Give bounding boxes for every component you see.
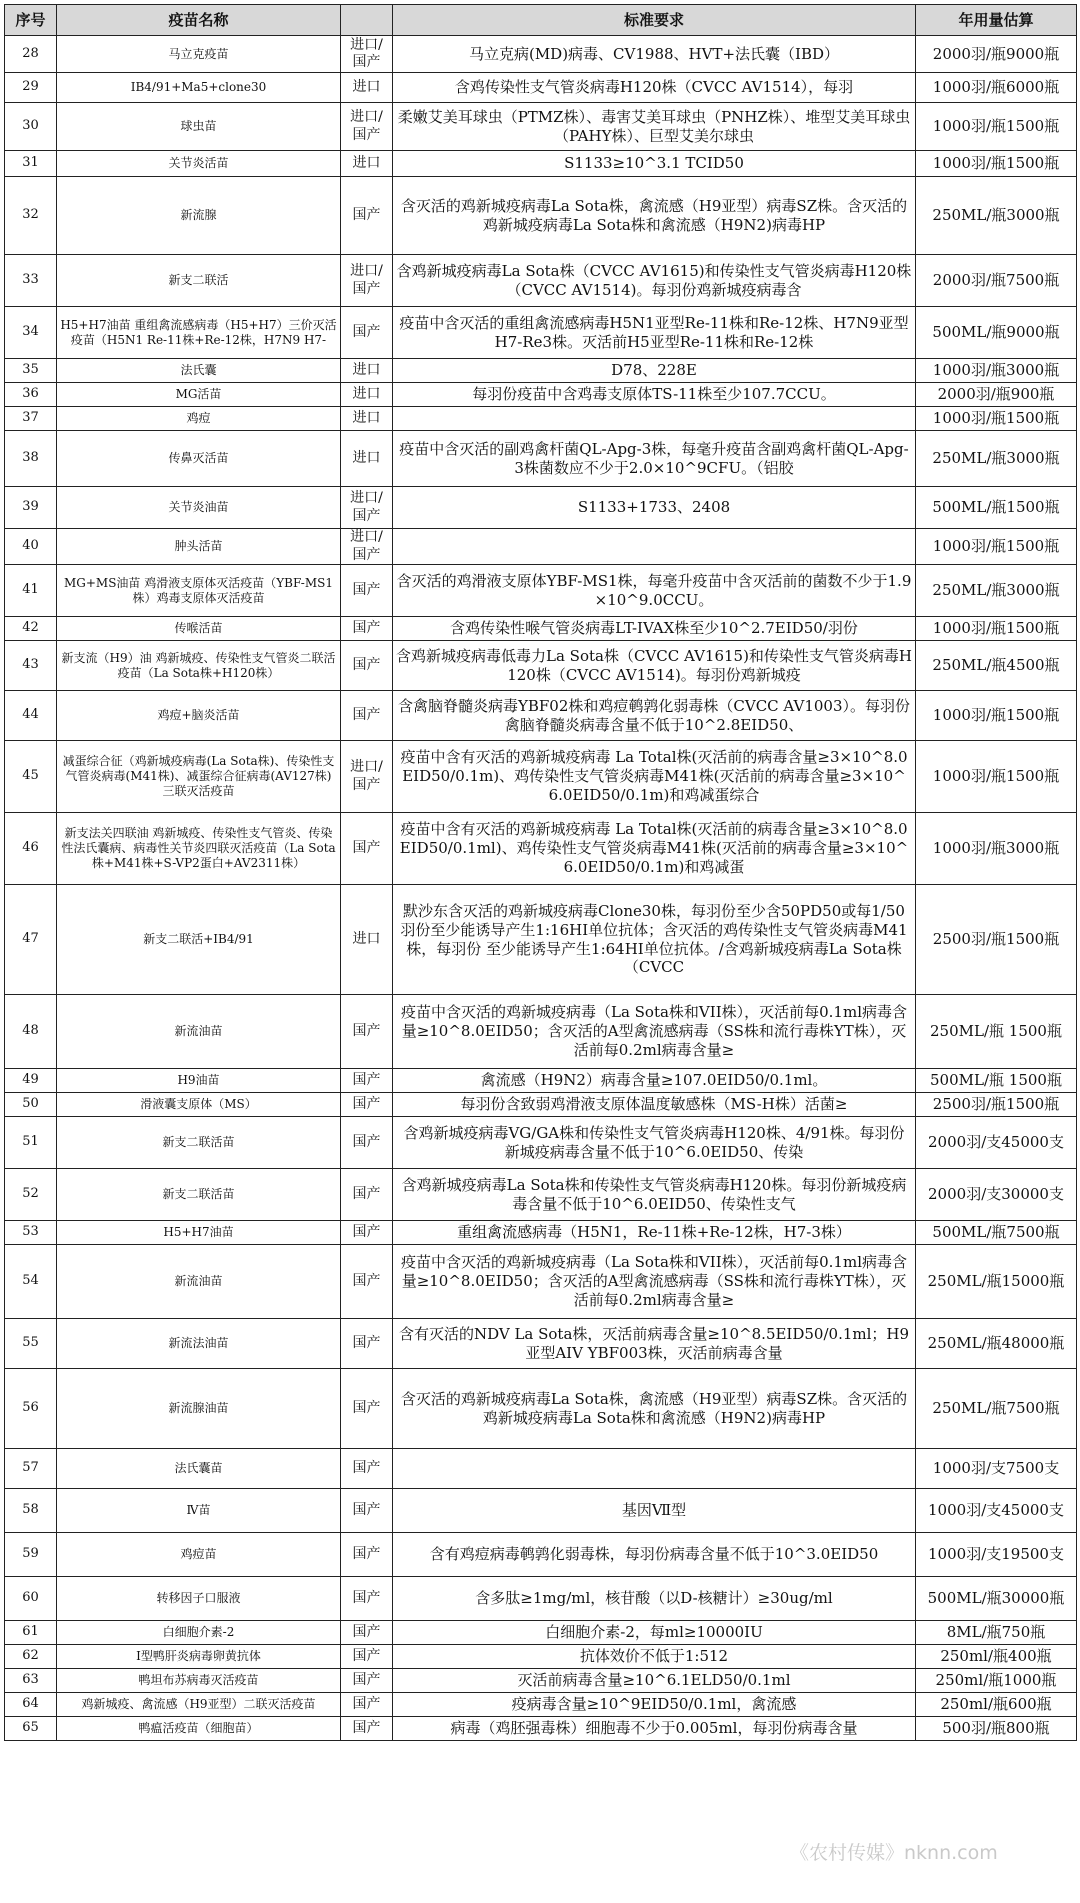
- table-row: [5, 487, 1077, 529]
- row-vaccine-name: Ⅳ苗: [57, 1489, 341, 1533]
- row-vaccine-name: 新支二联活苗: [57, 1169, 341, 1221]
- row-origin: 进口: [341, 431, 393, 487]
- row-origin: 国产: [341, 1645, 393, 1669]
- row-origin: 国产: [341, 177, 393, 255]
- row-spec: S1133≥10^3.1 TCID50: [393, 151, 916, 177]
- row-usage: 1000羽/瓶1500瓶: [916, 151, 1077, 177]
- row-origin: 国产: [341, 995, 393, 1069]
- row-spec: [393, 529, 916, 565]
- header-usage: 年用量估算: [916, 5, 1077, 36]
- row-no: 40: [5, 529, 57, 565]
- row-spec: 疫苗中含灭活的鸡新城疫病毒（La Sota株和VII株），灭活前每0.1ml病毒含量≥10^8.0EID50；含灭活的A型禽流感病毒（SS株和流行毒株YT株），灭活前每0.2ml病毒含量≥: [393, 995, 916, 1069]
- table-row: [5, 995, 1077, 1069]
- row-usage: 250ml/瓶400瓶: [916, 1645, 1077, 1669]
- row-vaccine-name: 马立克疫苗: [57, 36, 341, 73]
- row-spec: 马立克病(MD)病毒、CV1988、HVT+法氏囊（IBD）: [393, 36, 916, 73]
- table-row: [5, 1645, 1077, 1669]
- row-spec: 含鸡新城疫病毒低毒力La Sota株（CVCC AV1615)和传染性支气管炎病毒H120株（CVCC AV1514)。每羽份鸡新城疫: [393, 641, 916, 691]
- row-no: 39: [5, 487, 57, 529]
- row-no: 37: [5, 407, 57, 431]
- row-usage: 500ML/瓶7500瓶: [916, 1221, 1077, 1245]
- row-origin: 国产: [341, 1693, 393, 1717]
- row-vaccine-name: H5+H7油苗: [57, 1221, 341, 1245]
- row-no: 56: [5, 1369, 57, 1449]
- row-origin: 国产: [341, 1533, 393, 1577]
- row-no: 60: [5, 1577, 57, 1621]
- row-origin: 国产: [341, 1319, 393, 1369]
- table-row: [5, 407, 1077, 431]
- row-no: 38: [5, 431, 57, 487]
- table-row: [5, 617, 1077, 641]
- table-row: [5, 1117, 1077, 1169]
- row-origin: 进口/国产: [341, 36, 393, 73]
- row-usage: 250ML/瓶 1500瓶: [916, 995, 1077, 1069]
- row-spec: 疫苗中含灭活的鸡新城疫病毒（La Sota株和VII株），灭活前每0.1ml病毒含量≥10^8.0EID50；含灭活的A型禽流感病毒（SS株和流行毒株YT株），灭活前每0.2ml病毒含量≥: [393, 1245, 916, 1319]
- row-no: 43: [5, 641, 57, 691]
- row-vaccine-name: 滑液囊支原体（MS）: [57, 1093, 341, 1117]
- row-origin: 国产: [341, 1489, 393, 1533]
- table-row: [5, 813, 1077, 885]
- row-no: 53: [5, 1221, 57, 1245]
- row-origin: 国产: [341, 307, 393, 359]
- row-usage: 2000羽/支30000支: [916, 1169, 1077, 1221]
- row-vaccine-name: 球虫苗: [57, 103, 341, 151]
- row-no: 63: [5, 1669, 57, 1693]
- header-origin: [341, 5, 393, 36]
- row-vaccine-name: H5+H7油苗 重组禽流感病毒（H5+H7）三价灭活疫苗（H5N1 Re-11株+Re-12株，H7N9 H7-: [57, 307, 341, 359]
- row-no: 50: [5, 1093, 57, 1117]
- row-origin: 国产: [341, 617, 393, 641]
- row-spec: 灭活前病毒含量≥10^6.1ELD50/0.1ml: [393, 1669, 916, 1693]
- row-origin: 进口/国产: [341, 255, 393, 307]
- row-no: 52: [5, 1169, 57, 1221]
- row-origin: 国产: [341, 1117, 393, 1169]
- row-usage: 250ML/瓶48000瓶: [916, 1319, 1077, 1369]
- row-origin: 进口/国产: [341, 741, 393, 813]
- row-vaccine-name: 鸡痘: [57, 407, 341, 431]
- table-row: [5, 151, 1077, 177]
- row-usage: 2500羽/瓶1500瓶: [916, 1093, 1077, 1117]
- row-spec: 含鸡新城疫病毒La Sota株和传染性支气管炎病毒H120株。每羽份新城疫病毒含量不低于10^6.0EID50、传染性支气: [393, 1169, 916, 1221]
- row-usage: 1000羽/支7500支: [916, 1449, 1077, 1489]
- row-origin: 进口/国产: [341, 529, 393, 565]
- row-vaccine-name: IB4/91+Ma5+clone30: [57, 73, 341, 103]
- table-row: [5, 1669, 1077, 1693]
- row-vaccine-name: 新支二联活苗: [57, 1117, 341, 1169]
- table-row: [5, 1489, 1077, 1533]
- row-spec: 重组禽流感病毒（H5N1，Re-11株+Re-12株，H7-3株）: [393, 1221, 916, 1245]
- row-vaccine-name: 减蛋综合征（鸡新城疫病毒(La Sota株)、传染性支气管炎病毒(M41株)、减蛋综合征病毒(AV127株)三联灭活疫苗: [57, 741, 341, 813]
- table-row: [5, 383, 1077, 407]
- row-no: 29: [5, 73, 57, 103]
- table-row: [5, 1717, 1077, 1741]
- row-usage: 2000羽/瓶9000瓶: [916, 36, 1077, 73]
- row-no: 48: [5, 995, 57, 1069]
- row-origin: 进口: [341, 359, 393, 383]
- row-usage: 2000羽/瓶7500瓶: [916, 255, 1077, 307]
- row-usage: 250ML/瓶3000瓶: [916, 565, 1077, 617]
- row-usage: 250ML/瓶7500瓶: [916, 1369, 1077, 1449]
- row-usage: 250ml/瓶600瓶: [916, 1693, 1077, 1717]
- row-no: 57: [5, 1449, 57, 1489]
- row-no: 61: [5, 1621, 57, 1645]
- table-row: [5, 741, 1077, 813]
- table-row: [5, 103, 1077, 151]
- header-no: 序号: [5, 5, 57, 36]
- row-vaccine-name: 新支流（H9）油 鸡新城疫、传染性支气管炎二联活疫苗（La Sota株+H120株）: [57, 641, 341, 691]
- table-row: [5, 1221, 1077, 1245]
- row-vaccine-name: 关节炎油苗: [57, 487, 341, 529]
- row-spec: 疫苗中含有灭活的鸡新城疫病毒 La Total株(灭活前的病毒含量≥3×10^8.0EID50/0.1m)、鸡传染性支气管炎病毒M41株(灭活前的病毒含量≥3×10^6.0EID50/0.1m)和鸡减蛋综合: [393, 741, 916, 813]
- row-spec: 含灭活的鸡滑液支原体YBF-MS1株，每毫升疫苗中含灭活前的菌数不少于1.9×10^9.0CCU。: [393, 565, 916, 617]
- row-spec: 含鸡新城疫病毒VG/GA株和传染性支气管炎病毒H120株、4/91株。每羽份新城疫病毒含量不低于10^6.0EID50、传染: [393, 1117, 916, 1169]
- row-spec: 每羽份疫苗中含鸡毒支原体TS-11株至少107.7CCU。: [393, 383, 916, 407]
- row-spec: 含鸡新城疫病毒La Sota株（CVCC AV1615)和传染性支气管炎病毒H120株（CVCC AV1514)。每羽份鸡新城疫病毒含: [393, 255, 916, 307]
- row-usage: 250ML/瓶3000瓶: [916, 177, 1077, 255]
- row-no: 58: [5, 1489, 57, 1533]
- row-spec: 白细胞介素-2，每ml≥10000IU: [393, 1621, 916, 1645]
- table-row: [5, 1093, 1077, 1117]
- row-origin: 国产: [341, 1621, 393, 1645]
- header-name: 疫苗名称: [57, 5, 341, 36]
- row-no: 36: [5, 383, 57, 407]
- row-usage: 250ML/瓶4500瓶: [916, 641, 1077, 691]
- row-vaccine-name: 鸡痘苗: [57, 1533, 341, 1577]
- row-spec: 疫苗中含灭活的重组禽流感病毒H5N1亚型Re-11株和Re-12株、H7N9亚型H7-Re3株。灭活前H5亚型Re-11株和Re-12株: [393, 307, 916, 359]
- row-vaccine-name: 关节炎活苗: [57, 151, 341, 177]
- row-usage: 500ML/瓶30000瓶: [916, 1577, 1077, 1621]
- row-vaccine-name: 新支法关四联油 鸡新城疫、传染性支气管炎、传染性法氏囊病、病毒性关节炎四联灭活疫苗（La Sota株+M41株+S-VP2蛋白+AV2311株）: [57, 813, 341, 885]
- row-usage: 250ml/瓶1000瓶: [916, 1669, 1077, 1693]
- row-usage: 1000羽/瓶3000瓶: [916, 813, 1077, 885]
- table-row: [5, 885, 1077, 995]
- header-spec: 标准要求: [393, 5, 916, 36]
- row-vaccine-name: 鸭坦布苏病毒灭活疫苗: [57, 1669, 341, 1693]
- table-row: [5, 1169, 1077, 1221]
- table-row: [5, 1319, 1077, 1369]
- row-vaccine-name: 新流油苗: [57, 1245, 341, 1319]
- table-row: [5, 1577, 1077, 1621]
- row-usage: 500ML/瓶 1500瓶: [916, 1069, 1077, 1093]
- row-no: 44: [5, 691, 57, 741]
- row-no: 49: [5, 1069, 57, 1093]
- row-origin: 国产: [341, 565, 393, 617]
- row-usage: 1000羽/瓶1500瓶: [916, 617, 1077, 641]
- row-usage: 250ML/瓶3000瓶: [916, 431, 1077, 487]
- row-vaccine-name: 法氏囊: [57, 359, 341, 383]
- row-vaccine-name: 新流腺: [57, 177, 341, 255]
- row-usage: 500ML/瓶1500瓶: [916, 487, 1077, 529]
- row-vaccine-name: 新支二联活: [57, 255, 341, 307]
- row-usage: 1000羽/瓶6000瓶: [916, 73, 1077, 103]
- row-usage: 1000羽/瓶1500瓶: [916, 741, 1077, 813]
- table-row: [5, 359, 1077, 383]
- row-spec: 病毒（鸡胚强毒株）细胞毒不少于0.005ml，每羽份病毒含量: [393, 1717, 916, 1741]
- row-spec: [393, 1449, 916, 1489]
- row-spec: 抗体效价不低于1:512: [393, 1645, 916, 1669]
- row-spec: D78、228E: [393, 359, 916, 383]
- row-no: 51: [5, 1117, 57, 1169]
- row-spec: 含多肽≥1mg/ml，核苷酸（以D-核糖计）≥30ug/ml: [393, 1577, 916, 1621]
- row-vaccine-name: MG+MS油苗 鸡滑液支原体灭活疫苗（YBF-MS1株）鸡毒支原体灭活疫苗: [57, 565, 341, 617]
- table-row: [5, 641, 1077, 691]
- row-vaccine-name: 法氏囊苗: [57, 1449, 341, 1489]
- row-spec: 基因Ⅶ型: [393, 1489, 916, 1533]
- row-vaccine-name: 鸡新城疫、禽流感（H9亚型）二联灭活疫苗: [57, 1693, 341, 1717]
- row-spec: S1133+1733、2408: [393, 487, 916, 529]
- row-origin: 进口/国产: [341, 487, 393, 529]
- row-spec: 柔嫩艾美耳球虫（PTMZ株）、毒害艾美耳球虫（PNHZ株）、堆型艾美耳球虫（PAHY株）、巨型艾美尔球虫: [393, 103, 916, 151]
- table-row: [5, 255, 1077, 307]
- row-usage: 1000羽/瓶1500瓶: [916, 103, 1077, 151]
- row-spec: 疫病毒含量≥10^9EID50/0.1ml，禽流感: [393, 1693, 916, 1717]
- row-no: 35: [5, 359, 57, 383]
- row-origin: 进口: [341, 73, 393, 103]
- row-origin: 国产: [341, 1369, 393, 1449]
- row-origin: 进口/国产: [341, 103, 393, 151]
- row-usage: 8ML/瓶750瓶: [916, 1621, 1077, 1645]
- table-row: [5, 1069, 1077, 1093]
- row-no: 47: [5, 885, 57, 995]
- row-spec: 含灭活的鸡新城疫病毒La Sota株，禽流感（H9亚型）病毒SZ株。含灭活的鸡新城疫病毒La Sota株和禽流感（H9N2)病毒HP: [393, 177, 916, 255]
- row-origin: 进口: [341, 407, 393, 431]
- row-spec: 含有鸡痘病毒鹌鹑化弱毒株，每羽份病毒含量不低于10^3.0EID50: [393, 1533, 916, 1577]
- row-vaccine-name: 新支二联活+IB4/91: [57, 885, 341, 995]
- row-vaccine-name: H9油苗: [57, 1069, 341, 1093]
- row-spec: 含鸡传染性支气管炎病毒H120株（CVCC AV1514），每羽: [393, 73, 916, 103]
- row-no: 41: [5, 565, 57, 617]
- row-spec: 每羽份含致弱鸡滑液支原体温度敏感株（MS-H株）活菌≥: [393, 1093, 916, 1117]
- table-header-row: [5, 5, 1077, 36]
- row-spec: 含有灭活的NDV La Sota株，灭活前病毒含量≥10^8.5EID50/0.1ml；H9亚型AIV YBF003株，灭活前病毒含量: [393, 1319, 916, 1369]
- row-spec: 默沙东含灭活的鸡新城疫病毒Clone30株，每羽份至少含50PD50或每1/50 羽份至少能诱导产生1:16HI单位抗体；含灭活的鸡传染性支气管炎病毒M41株，每羽份 至少能诱导产生1:64HI单位抗体。/含鸡新城疫病毒La Sota株（CVCC: [393, 885, 916, 995]
- row-no: 46: [5, 813, 57, 885]
- table-row: [5, 177, 1077, 255]
- row-no: 64: [5, 1693, 57, 1717]
- row-vaccine-name: 鸭瘟活疫苗（细胞苗）: [57, 1717, 341, 1741]
- row-spec: 禽流感（H9N2）病毒含量≥107.0EID50/0.1ml。: [393, 1069, 916, 1093]
- row-no: 45: [5, 741, 57, 813]
- row-spec: 含禽脑脊髓炎病毒YBF02株和鸡痘鹌鹑化弱毒株（CVCC AV1003）。每羽份禽脑脊髓炎病毒含量不低于10^2.8EID50、: [393, 691, 916, 741]
- table-row: [5, 36, 1077, 73]
- table-row: [5, 691, 1077, 741]
- row-origin: 国产: [341, 691, 393, 741]
- row-no: 34: [5, 307, 57, 359]
- vaccine-requirement-table: [4, 4, 1077, 1741]
- table-row: [5, 565, 1077, 617]
- row-no: 65: [5, 1717, 57, 1741]
- row-origin: 国产: [341, 1577, 393, 1621]
- row-spec: 含灭活的鸡新城疫病毒La Sota株，禽流感（H9亚型）病毒SZ株。含灭活的鸡新城疫病毒La Sota株和禽流感（H9N2)病毒HP: [393, 1369, 916, 1449]
- row-vaccine-name: 传喉活苗: [57, 617, 341, 641]
- row-origin: 国产: [341, 1245, 393, 1319]
- row-usage: 250ML/瓶15000瓶: [916, 1245, 1077, 1319]
- row-origin: 国产: [341, 1221, 393, 1245]
- row-no: 62: [5, 1645, 57, 1669]
- row-vaccine-name: 白细胞介素-2: [57, 1621, 341, 1645]
- row-no: 55: [5, 1319, 57, 1369]
- row-no: 30: [5, 103, 57, 151]
- row-vaccine-name: 新流腺油苗: [57, 1369, 341, 1449]
- row-origin: 进口: [341, 383, 393, 407]
- table-row: [5, 1693, 1077, 1717]
- table-row: [5, 431, 1077, 487]
- row-usage: 1000羽/瓶3000瓶: [916, 359, 1077, 383]
- row-no: 28: [5, 36, 57, 73]
- row-usage: 2500羽/瓶1500瓶: [916, 885, 1077, 995]
- row-usage: 2000羽/瓶900瓶: [916, 383, 1077, 407]
- row-vaccine-name: 鸡痘+脑炎活苗: [57, 691, 341, 741]
- row-origin: 国产: [341, 813, 393, 885]
- table-row: [5, 1369, 1077, 1449]
- row-usage: 1000羽/瓶1500瓶: [916, 691, 1077, 741]
- table-row: [5, 307, 1077, 359]
- row-spec: 含鸡传染性喉气管炎病毒LT-IVAX株至少10^2.7EID50/羽份: [393, 617, 916, 641]
- row-origin: 国产: [341, 1669, 393, 1693]
- row-vaccine-name: 传鼻灭活苗: [57, 431, 341, 487]
- row-origin: 国产: [341, 1717, 393, 1741]
- row-vaccine-name: 肿头活苗: [57, 529, 341, 565]
- row-no: 33: [5, 255, 57, 307]
- row-usage: 2000羽/支45000支: [916, 1117, 1077, 1169]
- row-no: 59: [5, 1533, 57, 1577]
- row-vaccine-name: 新流法油苗: [57, 1319, 341, 1369]
- row-spec: 疫苗中含灭活的副鸡禽杆菌QL-Apg-3株，每毫升疫苗含副鸡禽杆菌QL-Apg-3株菌数应不少于2.0×10^9CFU。（铝胶: [393, 431, 916, 487]
- table-row: [5, 1621, 1077, 1645]
- row-no: 42: [5, 617, 57, 641]
- row-spec: [393, 407, 916, 431]
- row-no: 54: [5, 1245, 57, 1319]
- row-vaccine-name: MG活苗: [57, 383, 341, 407]
- row-origin: 国产: [341, 1093, 393, 1117]
- row-no: 32: [5, 177, 57, 255]
- table-row: [5, 529, 1077, 565]
- row-no: 31: [5, 151, 57, 177]
- row-vaccine-name: I型鸭肝炎病毒卵黄抗体: [57, 1645, 341, 1669]
- table-row: [5, 1245, 1077, 1319]
- row-usage: 1000羽/支45000支: [916, 1489, 1077, 1533]
- table-row: [5, 1533, 1077, 1577]
- row-usage: 1000羽/支19500支: [916, 1533, 1077, 1577]
- row-origin: 国产: [341, 1069, 393, 1093]
- watermark: 《农村传媒》nknn.com: [790, 1842, 998, 1864]
- row-origin: 进口: [341, 151, 393, 177]
- table-row: [5, 73, 1077, 103]
- row-usage: 500羽/瓶800瓶: [916, 1717, 1077, 1741]
- row-origin: 国产: [341, 1449, 393, 1489]
- row-usage: 1000羽/瓶1500瓶: [916, 407, 1077, 431]
- row-usage: 500ML/瓶9000瓶: [916, 307, 1077, 359]
- row-origin: 国产: [341, 1169, 393, 1221]
- row-spec: 疫苗中含有灭活的鸡新城疫病毒 La Total株(灭活前的病毒含量≥3×10^8.0EID50/0.1ml)、鸡传染性支气管炎病毒M41株(灭活前的病毒含量≥3×10^6.0EID50/0.1m)和鸡减蛋: [393, 813, 916, 885]
- row-vaccine-name: 新流油苗: [57, 995, 341, 1069]
- row-usage: 1000羽/瓶1500瓶: [916, 529, 1077, 565]
- row-origin: 国产: [341, 641, 393, 691]
- table-row: [5, 1449, 1077, 1489]
- row-origin: 进口: [341, 885, 393, 995]
- row-vaccine-name: 转移因子口服液: [57, 1577, 341, 1621]
